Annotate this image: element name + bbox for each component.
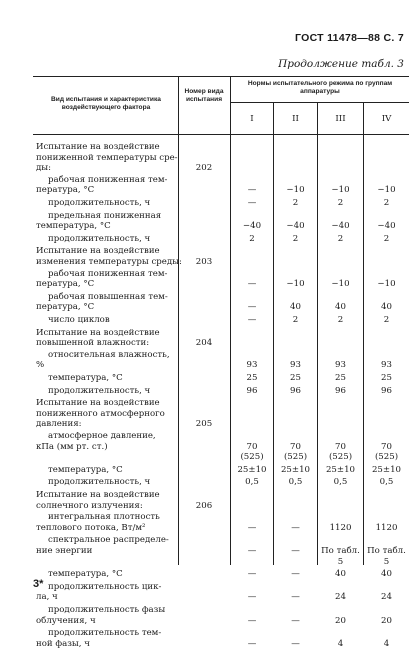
parameter-label: относительная влажность,	[48, 349, 170, 360]
norm-value: 0,5	[333, 477, 348, 488]
norm-value: —	[247, 592, 257, 603]
norm-value: 96	[381, 385, 392, 396]
norm-value: —	[291, 569, 300, 580]
norm-value: 2	[337, 198, 344, 208]
norm-value: 70	[290, 441, 301, 452]
norm-value: 40	[335, 302, 346, 313]
section-heading-line: Испытание на воздействие	[36, 327, 160, 338]
norm-value: 25	[246, 373, 258, 383]
norm-value: —	[247, 638, 257, 649]
group-header-4: IV	[381, 114, 392, 124]
section-heading-line: Испытание на воздействие	[36, 142, 160, 152]
norm-value: —	[247, 279, 257, 290]
parameter-label: продолжительность, ч	[48, 233, 151, 244]
section-heading-line: солнечного излучения:	[36, 500, 143, 511]
norm-value: 25	[290, 373, 301, 383]
section-heading-line: ды:	[36, 163, 52, 174]
parameter-label: температура, °С	[48, 569, 123, 580]
parameter-label: кПа (мм рт. ст.)	[36, 441, 108, 452]
norm-value: —	[247, 615, 257, 626]
parameter-label: температура, °С	[36, 221, 111, 232]
parameter-label: продолжительность, ч	[48, 198, 151, 208]
norm-value: −10	[377, 279, 396, 290]
norm-value: 93	[246, 360, 258, 371]
norm-value: 40	[290, 302, 301, 313]
parameter-label: %	[36, 360, 45, 371]
section-heading-line: повышенной влажности:	[36, 338, 150, 349]
norm-value: 93	[381, 360, 392, 371]
parameter-label: температура, °С	[48, 464, 123, 475]
norm-value: 20	[381, 615, 392, 626]
parameter-label: интегральная плотность	[48, 512, 160, 523]
parameter-label: облучения, ч	[36, 615, 96, 626]
norm-value: −10	[331, 185, 350, 196]
test-number: 204	[195, 338, 213, 349]
table-divider-4	[317, 102, 318, 565]
section-heading-line: Испытание на воздействие	[36, 246, 160, 257]
norm-value: −40	[286, 221, 305, 232]
norm-value: 93	[335, 360, 346, 371]
norm-value: 2	[292, 198, 299, 208]
norm-value: 40	[381, 569, 392, 580]
column-header-test: Вид испытания и характеристика воздействующего фактора	[51, 96, 161, 111]
test-number: 202	[195, 163, 213, 174]
section-heading-line: пониженной температуры сре-	[36, 152, 178, 163]
norm-value: 20	[335, 615, 346, 626]
group-header-3: III	[335, 114, 346, 124]
table-header-rule	[33, 134, 409, 135]
norm-value: 70	[335, 441, 346, 452]
norm-value: —	[291, 546, 300, 556]
parameter-label: ние энергии	[36, 546, 93, 556]
parameter-label: температура, °С	[48, 373, 123, 383]
norm-value: 25	[381, 373, 392, 383]
test-number: 206	[195, 500, 213, 511]
norm-value: 25±10	[325, 464, 356, 475]
norm-value: —	[247, 185, 257, 196]
table-divider-1	[178, 76, 179, 565]
parameter-label: рабочая пониженная тем-	[48, 268, 168, 279]
norm-value: 0,5	[288, 477, 303, 488]
norm-value: —	[247, 546, 257, 556]
parameter-label: число циклов	[48, 315, 110, 325]
norm-value: 2	[383, 198, 390, 208]
norm-value: −40	[377, 221, 396, 232]
parameter-label: пература, °С	[36, 302, 95, 313]
norm-value: −40	[331, 221, 350, 232]
norm-value: 2	[292, 233, 299, 244]
group-header-2: II	[292, 114, 299, 124]
norm-value: 25±10	[371, 464, 402, 475]
norm-value: 25	[335, 373, 346, 383]
norm-value: 96	[290, 385, 301, 396]
norm-value: 24	[335, 592, 346, 603]
group-header-1: I	[250, 114, 254, 124]
norm-value: −40	[242, 221, 262, 232]
test-number: 205	[195, 419, 213, 430]
norm-value: (525)	[240, 452, 264, 463]
parameter-label: атмосферное давление,	[48, 431, 156, 441]
norm-value: 0,5	[379, 477, 394, 488]
page-footer-mark: 3*	[33, 578, 44, 590]
norm-value: 0,5	[245, 477, 259, 488]
parameter-label: пература, °С	[36, 185, 95, 196]
parameter-label: ной фазы, ч	[36, 638, 90, 649]
norm-value: 2	[383, 233, 390, 244]
section-heading-line: давления:	[36, 419, 82, 430]
norm-value: —	[247, 302, 257, 313]
norm-value: —	[247, 569, 257, 580]
table-continuation-label: Продолжение табл. 3	[278, 58, 404, 70]
table-divider-5	[363, 102, 364, 565]
norm-value: —	[291, 615, 300, 626]
parameter-label: ла, ч	[36, 592, 58, 603]
norm-value: 70	[381, 441, 392, 452]
norm-value: 93	[290, 360, 301, 371]
section-heading-line: пониженного атмосферного	[36, 408, 165, 419]
table-top-rule	[33, 76, 409, 77]
norm-value: —	[247, 522, 257, 533]
norm-value: По табл.	[367, 546, 406, 556]
norm-value: 2	[337, 233, 344, 244]
norm-value: 2	[383, 315, 390, 325]
parameter-label: рабочая повышенная тем-	[48, 291, 168, 302]
norm-value: —	[291, 522, 300, 533]
parameter-label: продолжительность цик-	[48, 581, 162, 592]
norm-value: 4	[337, 638, 344, 649]
parameter-label: спектральное распределе-	[48, 535, 169, 546]
norm-value: 5	[337, 556, 344, 567]
column-header-number: Номер вида испытания	[184, 88, 224, 103]
parameter-label: предельная пониженная	[48, 210, 162, 221]
table-group-rule	[230, 102, 409, 103]
norm-value: —	[247, 315, 257, 325]
norm-value: 24	[381, 592, 392, 603]
norm-value: —	[291, 592, 300, 603]
parameter-label: продолжительность, ч	[48, 477, 151, 488]
norm-value: 70	[246, 441, 258, 452]
norm-value: 25±10	[237, 464, 267, 475]
norm-value: —	[291, 638, 300, 649]
norm-value: 40	[335, 569, 346, 580]
norm-value: −10	[377, 185, 396, 196]
test-number: 203	[195, 257, 213, 267]
norm-value: 96	[246, 385, 258, 396]
norm-value: 96	[335, 385, 346, 396]
page-header: ГОСТ 11478—88 С. 7	[294, 32, 404, 44]
norm-value: 2	[337, 315, 344, 325]
norm-value: 40	[381, 302, 392, 313]
norm-value: 4	[383, 638, 390, 649]
norm-value: 1120	[375, 522, 398, 533]
column-header-norms: Нормы испытательного режима по группам аппаратуры	[247, 80, 393, 95]
parameter-label: пература, °С	[36, 279, 95, 290]
norm-value: −10	[286, 185, 305, 196]
parameter-label: продолжительность тем-	[48, 628, 162, 639]
section-heading-line: Испытание на воздействие	[36, 490, 160, 500]
norm-value: (525)	[328, 452, 353, 463]
norm-value: −10	[331, 279, 350, 290]
section-heading-line: изменения температуры среды:	[36, 257, 182, 267]
parameter-label: продолжительность фазы	[48, 605, 166, 615]
table-divider-3	[273, 102, 274, 565]
norm-value: 25±10	[280, 464, 311, 475]
parameter-label: продолжительность, ч	[48, 385, 151, 396]
norm-value: 2	[292, 315, 299, 325]
norm-value: —	[247, 198, 257, 208]
norm-value: −10	[286, 279, 305, 290]
norm-value: (525)	[283, 452, 308, 463]
norm-value: 2	[249, 233, 255, 244]
norm-value: 1120	[329, 522, 352, 533]
norm-value: (525)	[374, 452, 399, 463]
section-heading-line: Испытание на воздействие	[36, 398, 160, 409]
parameter-label: рабочая пониженная тем-	[48, 174, 168, 185]
parameter-label: теплового потока, Вт/м²	[36, 522, 146, 533]
norm-value: 5	[383, 556, 390, 567]
norm-value: По табл.	[321, 546, 360, 556]
